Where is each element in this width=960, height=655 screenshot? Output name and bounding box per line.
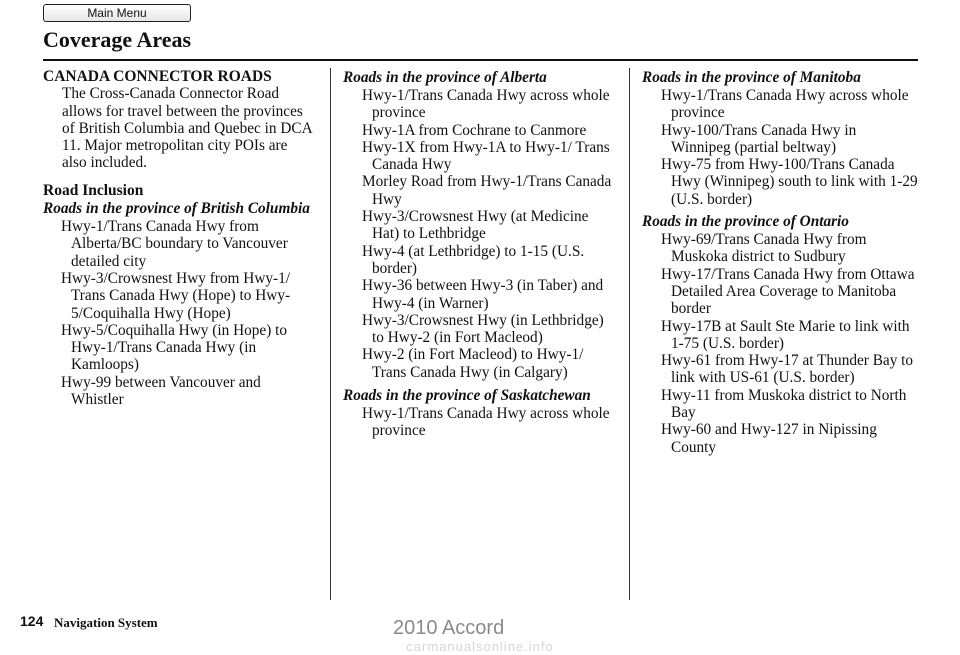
route-list-ontario <box>642 231 918 456</box>
page-title: Coverage Areas <box>43 27 192 52</box>
watermark-model: 2010 Accord <box>393 617 505 639</box>
province-heading-manitoba: Roads in the province of Manitoba <box>642 69 861 86</box>
watermark-site: carmanualsonline.info <box>406 639 554 654</box>
list-item: Hwy-17B at Sault Ste Marie to link with 1-75 (U.S. border) <box>661 317 910 352</box>
list-item: Hwy-99 between Vancouver and Whistler <box>61 373 261 409</box>
list-item: Hwy-11 from Muskoka district to North Bay <box>661 386 907 422</box>
list-item: Hwy-17/Trans Canada Hwy from Ottawa Detailed Area Coverage to Manitoba border <box>661 265 915 318</box>
province-heading-british-columbia: Roads in the province of British Columbia <box>43 200 310 218</box>
road-inclusion-heading: Road Inclusion <box>43 181 144 199</box>
list-item: Hwy-3/Crowsnest Hwy from Hwy-1/ Trans Canada Hwy (Hope) to Hwy-5/Coquihalla Hwy (Hope) <box>61 269 291 322</box>
list-item: Hwy-75 from Hwy-100/Trans Canada Hwy (Winnipeg) south to link with 1-29 (U.S. border) <box>661 156 918 208</box>
list-item: Hwy-5/Coquihalla Hwy (in Hope) to Hwy-1/Trans Canada Hwy (in Kamloops) <box>61 321 288 374</box>
list-item: Hwy-1/Trans Canada Hwy across whole province <box>362 87 610 122</box>
column-middle <box>343 68 618 440</box>
column-divider-1 <box>330 68 331 600</box>
list-item: Hwy-69/Trans Canada Hwy from Muskoka district to Sudbury <box>661 231 867 266</box>
list-item: Hwy-36 between Hwy-3 (in Taber) and Hwy-4 (in Warner) <box>362 277 604 312</box>
column-left <box>43 68 315 408</box>
route-list-british-columbia <box>43 218 315 408</box>
list-item: Hwy-3/Crowsnest Hwy (at Medicine Hat) to Lethbridge <box>362 208 589 243</box>
list-item: Hwy-61 from Hwy-17 at Thunder Bay to link with US-61 (U.S. border) <box>661 352 914 387</box>
list-item: Hwy-1X from Hwy-1A to Hwy-1/ Trans Canada Hwy <box>362 138 610 174</box>
list-item: Hwy-60 and Hwy-127 in Nipissing County <box>661 421 877 456</box>
list-item: Hwy-4 (at Lethbridge) to 1-15 (U.S. border) <box>362 242 585 277</box>
footer-system-label: Navigation System <box>54 615 158 630</box>
list-item: Hwy-1A from Cochrane to Canmore <box>362 121 587 139</box>
list-item: Hwy-2 (in Fort Macleod) to Hwy-1/ Trans Canada Hwy (in Calgary) <box>362 346 584 381</box>
route-list-manitoba <box>642 87 918 208</box>
province-heading-saskatchewan: Roads in the province of Saskatchewan <box>343 387 591 405</box>
column-right <box>642 68 918 456</box>
route-list-saskatchewan <box>343 405 618 440</box>
route-list-alberta <box>343 87 618 381</box>
province-heading-ontario: Roads in the province of Ontario <box>642 213 849 231</box>
list-item: Hwy-100/Trans Canada Hwy in Winnipeg (partial beltway) <box>661 121 857 156</box>
list-item: Hwy-1/Trans Canada Hwy from Alberta/BC boundary to Vancouver detailed city <box>61 218 288 270</box>
list-item: Hwy-3/Crowsnest Hwy (in Lethbridge) to Hwy-2 (in Fort Macleod) <box>362 311 604 347</box>
title-divider <box>43 59 918 61</box>
intro-paragraph: The Cross-Canada Connector Road allows for travel between the provinces of British Columbia and Quebec in DCA 11. Major metropolitan city POIs are also included. <box>62 85 312 172</box>
section-heading-canada-connector: CANADA CONNECTOR ROADS <box>43 68 272 85</box>
list-item: Hwy-1/Trans Canada Hwy across whole province <box>362 405 610 440</box>
province-heading-alberta: Roads in the province of Alberta <box>343 69 547 86</box>
main-menu-button[interactable]: Main Menu <box>43 4 191 22</box>
column-divider-2 <box>629 68 630 600</box>
page-number: 124 <box>20 613 44 629</box>
list-item: Morley Road from Hwy-1/Trans Canada Hwy <box>362 173 612 208</box>
list-item: Hwy-1/Trans Canada Hwy across whole province <box>661 87 909 122</box>
